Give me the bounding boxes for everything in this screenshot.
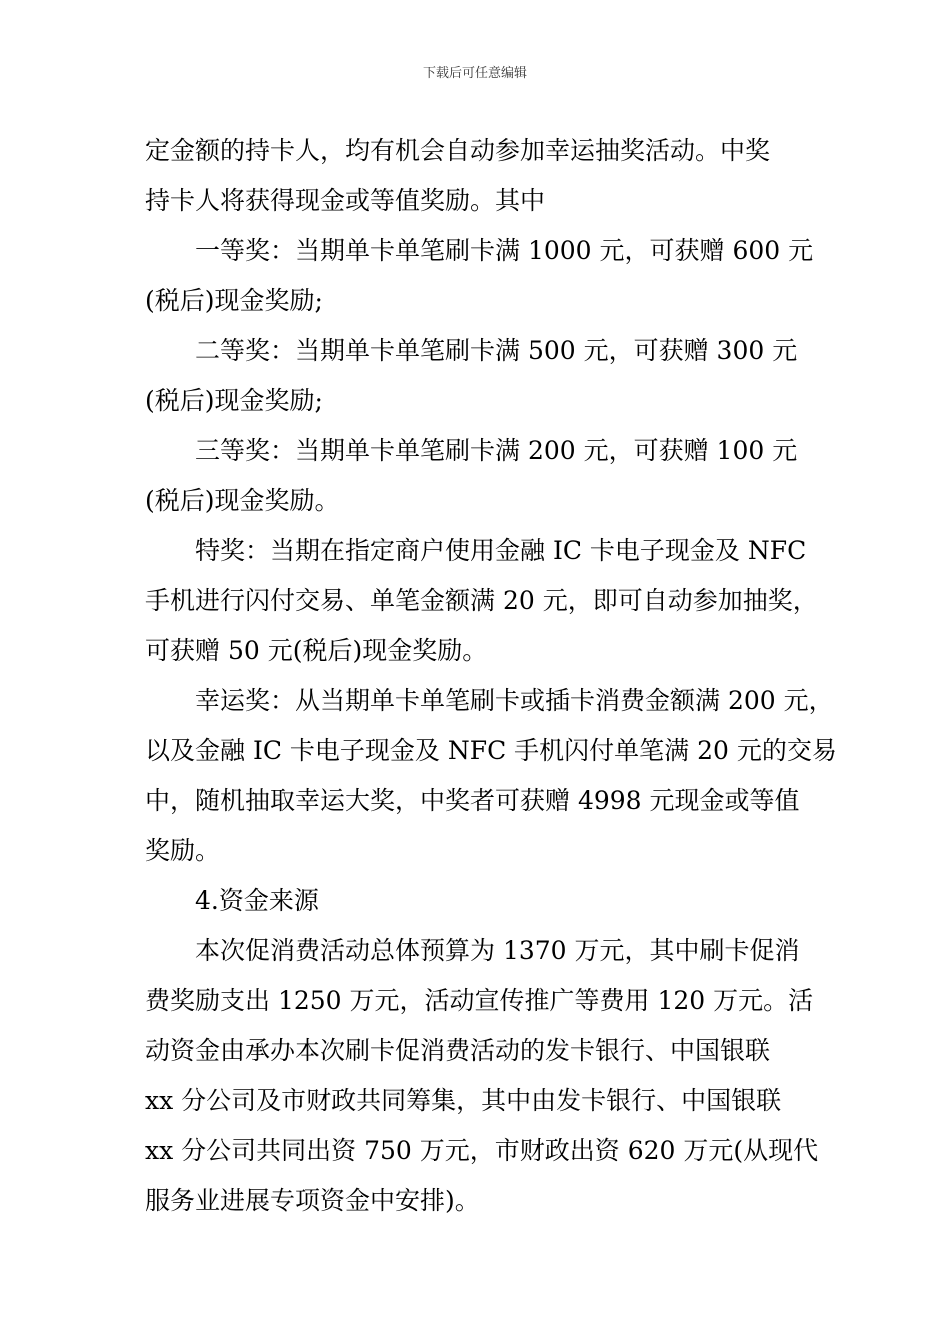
prize-third-line: 三等奖：当期单卡单笔刷卡满 200 元，可获赠 100 元: [195, 436, 798, 465]
text-line: 持卡人将获得现金或等值奖励。其中: [145, 186, 546, 215]
text-line: 定金额的持卡人，均有机会自动参加幸运抽奖活动。中奖: [145, 136, 771, 165]
text-line: (税后)现金奖励;: [145, 286, 323, 315]
section-heading: 4.资金来源: [195, 886, 319, 915]
text-line: 费奖励支出 1250 万元，活动宣传推广等费用 120 万元。活: [145, 986, 814, 1015]
prize-special-line: 特奖：当期在指定商户使用金融 IC 卡电子现金及 NFC: [195, 536, 807, 565]
prize-first-line: 一等奖：当期单卡单笔刷卡满 1000 元，可获赠 600 元: [195, 236, 814, 265]
text-line: 奖励。: [145, 836, 221, 865]
text-line: (税后)现金奖励。: [145, 486, 340, 515]
document-body: [145, 126, 837, 1226]
prize-second-line: 二等奖：当期单卡单笔刷卡满 500 元，可获赠 300 元: [195, 336, 798, 365]
text-line: 中，随机抽取幸运大奖，中奖者可获赠 4998 元现金或等值: [145, 786, 800, 815]
text-line: 手机进行闪付交易、单笔金额满 20 元，即可自动参加抽奖，: [145, 586, 818, 615]
funding-paragraph-start: 本次促消费活动总体预算为 1370 万元，其中刷卡促消: [195, 936, 800, 965]
page-header: 下载后可任意编辑: [422, 66, 527, 81]
text-line: xx 分公司共同出资 750 万元，市财政出资 620 万元(从现代: [145, 1136, 819, 1165]
text-line: (税后)现金奖励;: [145, 386, 323, 415]
text-line: 可获赠 50 元(税后)现金奖励。: [145, 636, 488, 665]
prize-lucky-line: 幸运奖：从当期单卡单笔刷卡或插卡消费金额满 200 元，: [195, 686, 834, 715]
text-line: xx 分公司及市财政共同筹集，其中由发卡银行、中国银联: [145, 1086, 782, 1115]
text-line: 服务业进展专项资金中安排)。: [145, 1186, 480, 1215]
text-line: 动资金由承办本次刷卡促消费活动的发卡银行、中国银联: [145, 1036, 771, 1065]
text-line: 以及金融 IC 卡电子现金及 NFC 手机闪付单笔满 20 元的交易: [145, 736, 837, 765]
